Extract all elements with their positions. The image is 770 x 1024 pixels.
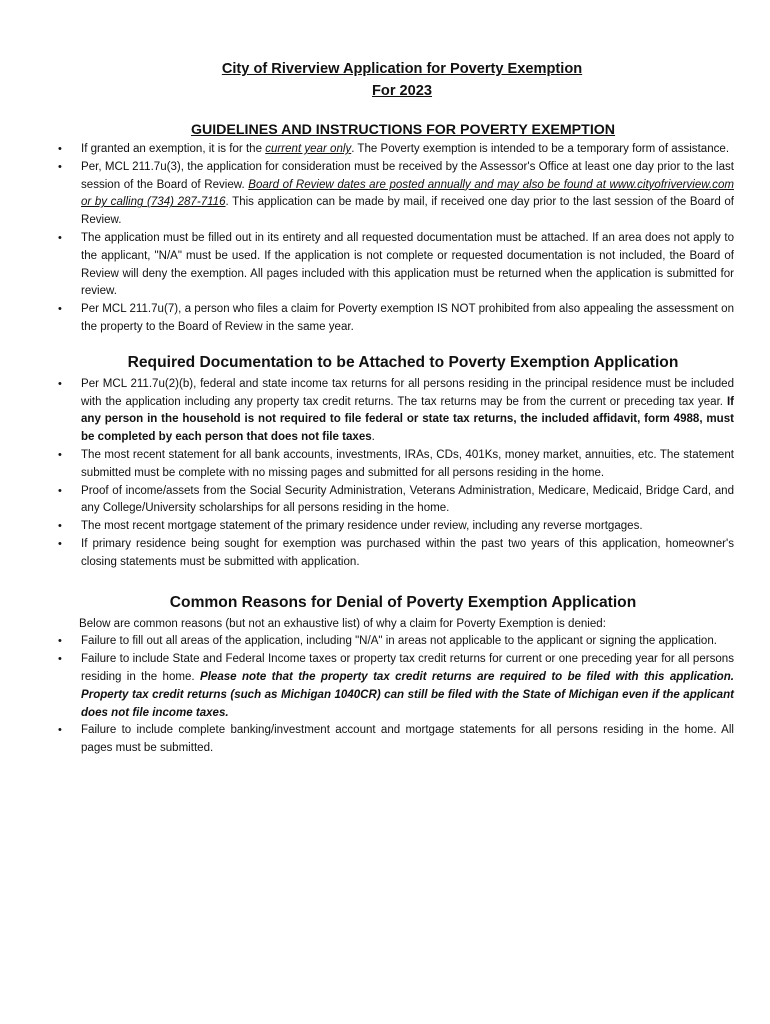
- bullet-icon: •: [58, 143, 62, 155]
- bullet-icon: •: [58, 377, 62, 390]
- denial-list: [58, 633, 734, 758]
- item-text: .: [371, 431, 375, 444]
- title-block: [58, 0, 734, 102]
- guidelines-heading: GUIDELINES AND INSTRUCTIONS FOR POVERTY EXEMPTION: [190, 122, 616, 138]
- document-title: City of Riverview Application for Poverty Exemption: [221, 61, 583, 77]
- bullet-icon: •: [58, 635, 62, 648]
- item-text: If granted an exemption, it is for the: [81, 143, 266, 155]
- document-year: For 2023: [371, 83, 433, 99]
- item-text: Failure to fill out all areas of the application, including "N/A" in areas not applicable to the applicant or signing the application.: [81, 635, 717, 648]
- list-item: [58, 141, 734, 159]
- item-text: Per MCL 211.7u(7), a person who files a claim for Poverty exemption IS NOT prohibited from also appealing the assessment on the property to the Board of Review in the same year.: [81, 303, 734, 333]
- item-bold: If any person in the household is not required to file federal or state tax returns, the included affidavit, form 4988, must be completed by each person that does not file taxes: [81, 395, 734, 444]
- guidelines-list: [58, 141, 734, 337]
- item-emphasis: current year only: [265, 143, 352, 155]
- list-item: [58, 376, 734, 447]
- list-item: [58, 536, 734, 572]
- list-item: [58, 518, 734, 536]
- item-text: Failure to include State and Federal Income taxes or property tax credit returns for current or one preceding year for all persons residing in the home.: [81, 653, 734, 683]
- list-item: [58, 633, 734, 651]
- item-text: The most recent mortgage statement of the primary residence under review, including any reverse mortgages.: [81, 520, 643, 533]
- item-emphasis: Board of Review dates are posted annually and may also be found at www.cityofriverview.com or by calling (734) 287-7116: [81, 178, 734, 209]
- list-item: [58, 483, 734, 519]
- item-text: Proof of income/assets from the Social Security Administration, Veterans Administration, Medicare, Medicaid, Bridge Card, and any College/University scholarships for all persons residing in the home.: [81, 484, 734, 515]
- bullet-icon: •: [58, 448, 62, 461]
- item-bold-italic: Please note that the property tax credit returns are required to be filed with this application. Property tax credit returns (such as Michigan 1040CR) can still be filed with the State of Michigan even if the applicant does not file income taxes.: [81, 670, 734, 719]
- item-text: . The Poverty exemption is intended to be a temporary form of assistance.: [351, 143, 730, 155]
- bullet-icon: •: [58, 231, 62, 244]
- required-docs-list: [58, 376, 734, 572]
- item-text: If primary residence being sought for exemption was purchased within the past two years of this application, homeowner's closing statements must be submitted with application.: [81, 537, 734, 568]
- bullet-icon: •: [58, 303, 62, 316]
- denial-intro: Below are common reasons (but not an exhaustive list) of why a claim for Poverty Exemption is denied:: [79, 617, 606, 630]
- list-item: [58, 651, 734, 722]
- item-text: Failure to include complete banking/investment account and mortgage statements for all persons residing in the home. All pages must be submitted.: [81, 724, 734, 755]
- list-item: [58, 230, 734, 301]
- item-text: The application must be filled out in its entirety and all requested documentation must be attached. If an area does not apply to the applicant, "N/A" must be used. If the application is not complete or requested documentation is not included, the Board of Review will deny the exemption. All pages included with this application must be returned when the application is submitted for review.: [81, 231, 734, 298]
- required-docs-heading: Required Documentation to be Attached to Poverty Exemption Application: [127, 353, 679, 371]
- item-text: Per MCL 211.7u(2)(b), federal and state income tax returns for all persons residing in the principal residence must be included with the application including any property tax credit returns. The tax returns may be from the current or preceding tax year.: [81, 377, 734, 408]
- bullet-icon: •: [58, 160, 62, 173]
- item-text: The most recent statement for all bank accounts, investments, IRAs, CDs, 401Ks, money market, annuities, etc. The statement submitted must be complete with no missing pages and submitted for all persons residing in the home.: [81, 448, 734, 479]
- list-item: [58, 722, 734, 758]
- item-text: Per, MCL 211.7u(3), the application for consideration must be received by the Assessor's Office at least one day prior to the last session of the Board of Review.: [81, 160, 734, 191]
- list-item: [58, 301, 734, 337]
- bullet-icon: •: [58, 537, 62, 550]
- bullet-icon: •: [58, 653, 62, 666]
- bullet-icon: •: [58, 724, 62, 737]
- bullet-icon: •: [58, 520, 62, 533]
- list-item: [58, 447, 734, 483]
- item-text: . This application can be made by mail, if received one day prior to the last session of the Board of Review.: [81, 196, 734, 227]
- denial-heading: Common Reasons for Denial of Poverty Exemption Application: [169, 593, 637, 611]
- bullet-icon: •: [58, 484, 62, 497]
- list-item: [58, 159, 734, 230]
